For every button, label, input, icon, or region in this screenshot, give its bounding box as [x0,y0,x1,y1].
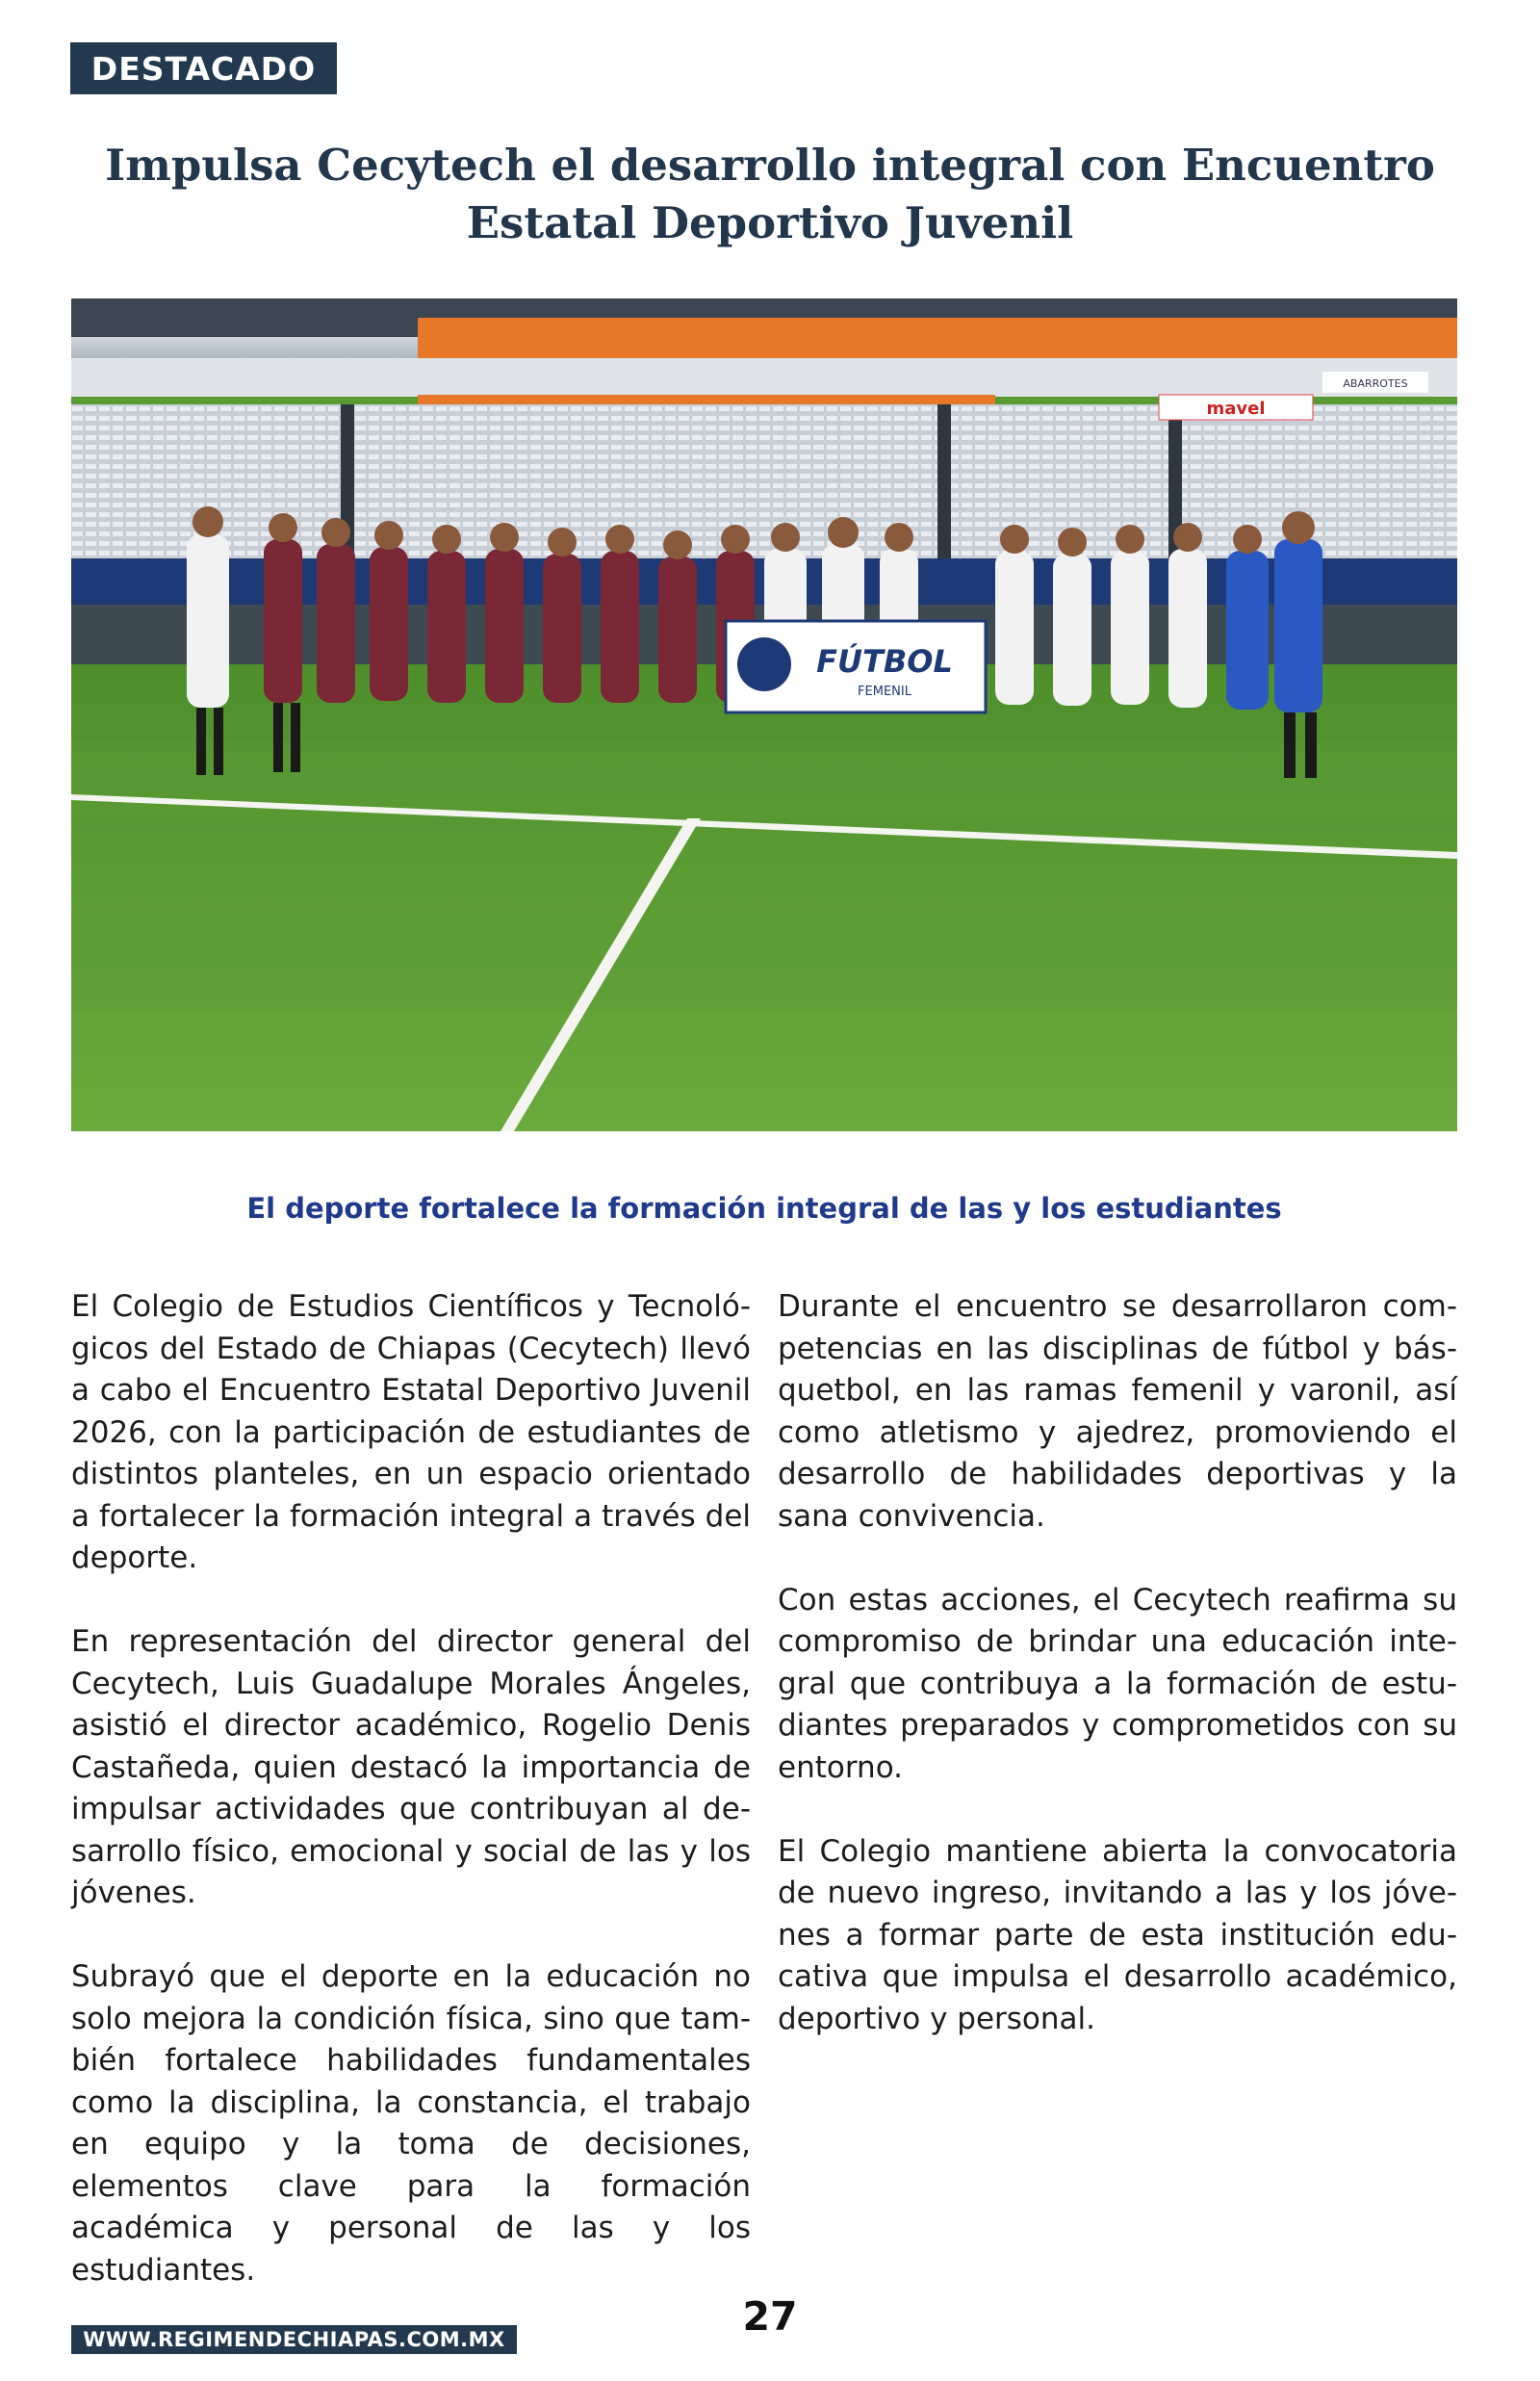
stand-sign-abarrotes: ABARROTES [1343,377,1408,390]
page-number: 27 [742,2293,798,2340]
stand-sign-mavel: mavel [1206,399,1266,419]
article-photo [71,298,1457,1131]
banner-title: FÚTBOL [816,643,953,680]
footer-website-link[interactable]: WWW.REGIMENDECHIAPAS.COM.MX [71,2325,517,2354]
body-paragraph: El Colegio de Estudios Científicos y Tecnológicos del Estado de Chiapas (Cecytech) llevó a cabo el Encuentro Estatal Deportivo Juvenil 2026, con la participación de estudiantes de distintos planteles, en un espacio orientado a fortalecer la formación integral a través del deporte. [71,1289,751,1575]
photo-caption: El deporte fortalece la formación integral de las y los estudiantes [246,1192,1282,1225]
body-paragraph: Subrayó que el deporte en la educación no solo mejora la condición física, sino que también fortalece habilidades fundamentales como la disciplina, la constancia, el trabajo en equipo y la toma de decisiones, elementos clave para la formación académica y personal de las y los estudiantes. [71,1959,751,2288]
body-column-right [778,1286,1457,2083]
article-headline: Impulsa Cecytech el desarrollo integral con Encuentro Estatal Deportivo Juvenil [105,140,1435,248]
stadium-team-photo [71,298,1457,1131]
body-paragraph: Durante el encuentro se desarrollaron competencias en las disciplinas de fútbol y básquetbol, en las ramas femenil y varonil, así como atletismo y ajedrez, promoviendo el desarrollo de habilidades deportivas y la sana convivencia. [778,1289,1457,1534]
section-tag: DESTACADO [70,42,337,94]
body-paragraph: En representación del director general del Cecytech, Luis Guadalupe Morales Ángeles, asistió el director académico, Rogelio Denis Castañeda, quien destacó la importancia de impulsar actividades que contribuyan al desarrollo físico, emocional y social de las y los jóvenes. [71,1624,751,1910]
upper-deck [418,318,1457,358]
body-paragraph: Con estas acciones, el Cecytech reafirma su compromiso de brindar una educación integral que contribuya a la formación de estudiantes preparados y comprometidos con su entorno. [778,1582,1457,1785]
body-column-left [71,1286,751,2334]
body-paragraph: El Colegio mantiene abierta la convocatoria de nuevo ingreso, invitando a las y los jóvenes a formar parte de esta institución educativa que impulsa el desarrollo académico, deportivo y personal. [778,1833,1457,2036]
banner-subtitle: FEMENIL [858,685,911,699]
